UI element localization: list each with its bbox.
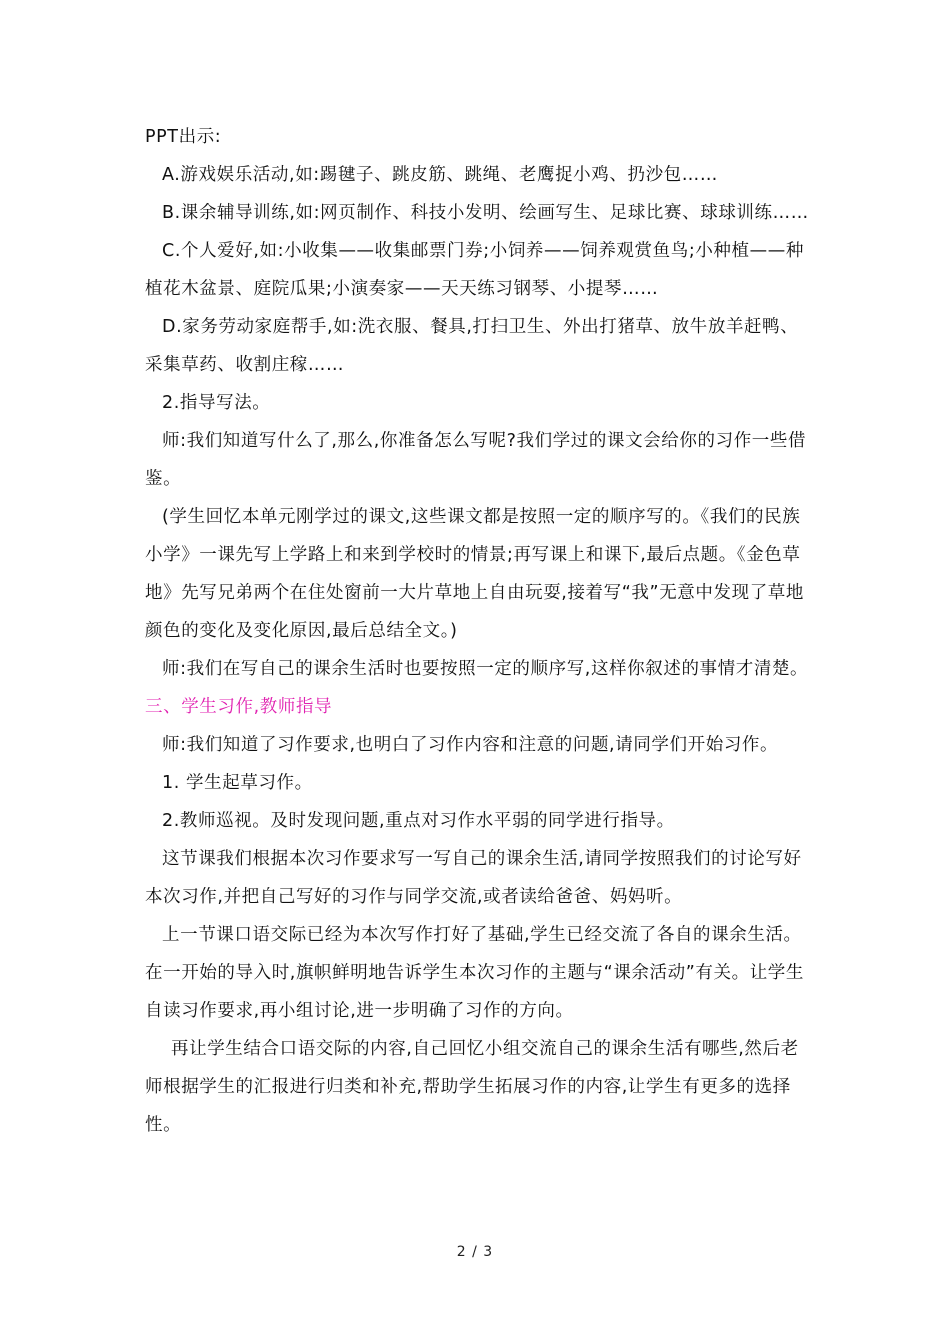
summary-paragraph: 这节课我们根据本次习作要求写一写自己的课余生活,请同学按照我们的讨论写好本次习作,并把自己写好的习作与同学交流,或者读给爸爸、妈妈听。 bbox=[145, 849, 802, 907]
list-item-d: D.家务劳动家庭帮手,如:洗衣服、餐具,打扫卫生、外出打猪草、放牛放羊赶鸭、采集草药、收割庄稼…… bbox=[145, 317, 799, 375]
reflection-paragraph: 上一节课口语交际已经为本次写作打好了基础,学生已经交流了各自的课余生活。在一开始的导入时,旗帜鲜明地告诉学生本次习作的主题与“课余活动”有关。让学生自读习作要求,再小组讨论,进一步明确了习作的方向。 bbox=[145, 925, 804, 1021]
teacher-paragraph: 师:我们知道写什么了,那么,你准备怎么写呢?我们学过的课文会给你的习作一些借鉴。 bbox=[145, 431, 807, 489]
step-2-writing-guide: 2.指导写法。 bbox=[162, 393, 271, 413]
list-item-a: A.游戏娱乐活动,如:踢毽子、跳皮筋、跳绳、老鹰捉小鸡、扔沙包…… bbox=[162, 165, 718, 185]
page-number: 2 / 3 bbox=[456, 1244, 494, 1260]
section-heading: 三、学生习作,教师指导 bbox=[145, 697, 333, 717]
list-item-b: B.课余辅导训练,如:网页制作、科技小发明、绘画写生、足球比赛、球球训练…… bbox=[162, 203, 809, 223]
list-item-c: C.个人爱好,如:小收集——收集邮票门券;小饲养——饲养观赏鱼鸟;小种植——种植花木盆景、庭院瓜果;小演奏家——天天练习钢琴、小提琴…… bbox=[145, 241, 804, 299]
student-recall-paragraph: (学生回忆本单元刚学过的课文,这些课文都是按照一定的顺序写的。《我们的民族小学》一课先写上学路上和来到学校时的情景;再写课上和课下,最后点题。《金色草地》先写兄弟两个在住处窗前一大片草地上自由玩耍,接着写“我”无意中发现了草地颜色的变化及变化原因,最后总结全文。) bbox=[145, 507, 804, 641]
document-body bbox=[145, 118, 813, 1144]
teacher-paragraph: 师:我们在写自己的课余生活时也要按照一定的顺序写,这样你叙述的事情才清楚。 bbox=[162, 659, 809, 679]
reflection-paragraph: 再让学生结合口语交际的内容,自己回忆小组交流自己的课余生活有哪些,然后老师根据学生的汇报进行归类和补充,帮助学生拓展习作的内容,让学生有更多的选择性。 bbox=[145, 1039, 799, 1135]
step-1: 1. 学生起草习作。 bbox=[162, 773, 313, 793]
step-2: 2.教师巡视。及时发现问题,重点对习作水平弱的同学进行指导。 bbox=[162, 811, 675, 831]
teacher-paragraph: 师:我们知道了习作要求,也明白了习作内容和注意的问题,请同学们开始习作。 bbox=[162, 735, 779, 755]
ppt-label: PPT出示: bbox=[145, 127, 222, 147]
